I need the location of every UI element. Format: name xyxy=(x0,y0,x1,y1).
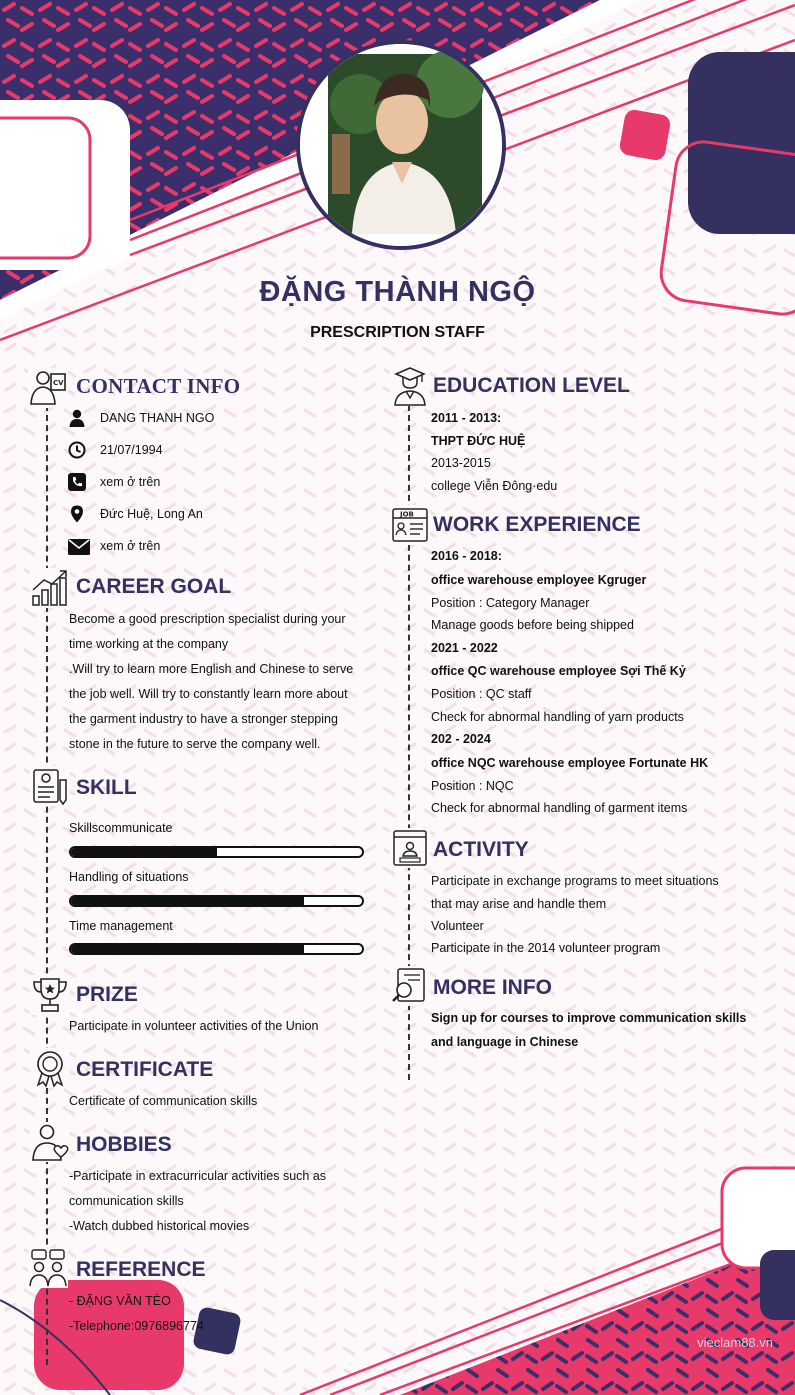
skill-bar xyxy=(69,895,364,907)
activity-line: Participate in exchange programs to meet situations xyxy=(431,874,719,888)
certificate-text: Certificate of communication skills xyxy=(69,1094,258,1108)
contact-phone: xem ở trên xyxy=(100,475,161,489)
activity-content xyxy=(431,869,719,959)
skill-title: SKILL xyxy=(76,776,137,799)
cv-person-icon xyxy=(28,368,68,408)
work-title: WORK EXPERIENCE xyxy=(433,513,641,536)
education-period: 2011 - 2013: xyxy=(431,411,502,425)
skill-bar xyxy=(69,943,364,955)
location-pin-icon xyxy=(68,505,86,523)
activity-line: that may arise and handle them xyxy=(431,897,607,911)
contact-address: Đức Huệ, Long An xyxy=(100,507,203,521)
envelope-icon xyxy=(68,538,90,556)
career-goal-line: stone in the future to serve the company well. xyxy=(69,737,321,751)
skill-bar-fill xyxy=(71,945,304,953)
left-timeline-line xyxy=(46,405,48,1365)
prize-text: Participate in volunteer activities of the Union xyxy=(69,1019,319,1033)
education-school-2: college Viễn Đông·edu xyxy=(431,478,558,493)
watermark: vieclam88.vn xyxy=(697,1335,773,1350)
skill-bar xyxy=(69,846,364,858)
work-company: office NQC warehouse employee Fortunate HK xyxy=(431,755,709,770)
activity-line: Volunteer xyxy=(431,919,484,933)
clock-icon xyxy=(68,441,86,459)
job-title: PRESCRIPTION STAFF xyxy=(310,324,485,341)
skill-label: Skillscommunicate xyxy=(69,821,173,835)
career-goal-line: Become a good prescription specialist during your xyxy=(69,612,346,626)
work-company: office warehouse employee Kgruger xyxy=(431,572,647,587)
work-position: Position : NQC xyxy=(431,778,514,793)
document-search-icon xyxy=(390,966,430,1006)
work-description: Check for abnormal handling of yarn products xyxy=(431,709,684,724)
prize-title: PRIZE xyxy=(76,983,138,1006)
phone-icon xyxy=(68,473,86,491)
reference-line: -Telephone:0976896774 xyxy=(69,1319,204,1333)
education-school: THPT ĐỨC HUỆ xyxy=(431,433,526,448)
activity-title: ACTIVITY xyxy=(433,838,529,861)
education-period-2: 2013-2015 xyxy=(431,456,491,470)
hobby-line: communication skills xyxy=(69,1194,184,1208)
certificate-title: CERTIFICATE xyxy=(76,1058,214,1081)
more-info-content xyxy=(431,1006,746,1054)
work-position: Position : Category Manager xyxy=(431,595,590,610)
hobbies-title: HOBBIES xyxy=(76,1133,172,1156)
hobbies-text xyxy=(69,1164,326,1239)
skill-label: Handling of situations xyxy=(69,870,189,884)
career-goal-title: CAREER GOAL xyxy=(76,575,232,598)
work-description: Manage goods before being shipped xyxy=(431,618,634,632)
activity-line: Participate in the 2014 volunteer program xyxy=(431,941,661,955)
more-info-line: and language in Chinese xyxy=(431,1035,579,1049)
award-medal-icon xyxy=(30,1048,70,1088)
trophy-icon xyxy=(30,975,70,1015)
career-goal-line: the job well. Will try to constantly learn more about xyxy=(69,687,348,701)
job-board-icon xyxy=(390,505,430,545)
graduate-icon xyxy=(390,366,430,406)
svg-text:CV: CV xyxy=(53,379,64,387)
skill-label: Time management xyxy=(69,919,173,933)
work-company: office QC warehouse employee Sợi Thế Kỷ xyxy=(431,664,686,678)
user-icon xyxy=(68,409,86,427)
hobby-line: -Participate in extracurricular activities such as xyxy=(69,1169,327,1183)
work-period: 2021 - 2022 xyxy=(431,640,498,655)
career-goal-line: time working at the company xyxy=(69,637,229,651)
more-info-line: Sign up for courses to improve communication skills xyxy=(431,1011,747,1025)
people-chat-icon xyxy=(28,1248,68,1288)
more-info-title: MORE INFO xyxy=(433,976,552,999)
profile-photo xyxy=(296,40,506,250)
hobby-line: -Watch dubbed historical movies xyxy=(69,1219,250,1233)
work-position: Position : QC staff xyxy=(431,687,532,701)
activity-screen-icon xyxy=(390,828,430,868)
candidate-name: ĐẶNG THÀNH NGỘ xyxy=(259,276,536,308)
skill-bar-fill xyxy=(71,848,217,856)
career-goal-line: .Will try to learn more English and Chinese to serve xyxy=(69,662,354,676)
svg-text:JOB: JOB xyxy=(400,510,414,519)
career-goal-text xyxy=(69,607,353,757)
work-period: 202 - 2024 xyxy=(431,732,491,746)
growth-chart-icon xyxy=(30,568,70,608)
work-description: Check for abnormal handling of garment items xyxy=(431,801,688,815)
reference-text xyxy=(69,1289,204,1339)
work-content xyxy=(431,545,708,820)
work-period: 2016 - 2018: xyxy=(431,549,502,563)
contact-email: xem ở trên xyxy=(100,539,161,553)
education-content xyxy=(431,407,557,497)
person-heart-icon xyxy=(30,1122,70,1162)
reference-title: REFERENCE xyxy=(76,1258,206,1281)
checklist-pen-icon xyxy=(30,766,70,806)
contact-name: DANG THANH NGO xyxy=(100,411,215,425)
contact-title: CONTACT INFO xyxy=(76,374,241,398)
skill-bar-fill xyxy=(71,897,304,905)
reference-line: - ĐẶNG VĂN TÈO xyxy=(69,1294,171,1308)
career-goal-line: the garment industry to have a stronger stepping xyxy=(69,712,338,726)
contact-birthdate: 21/07/1994 xyxy=(100,443,163,457)
education-title: EDUCATION LEVEL xyxy=(433,374,630,397)
